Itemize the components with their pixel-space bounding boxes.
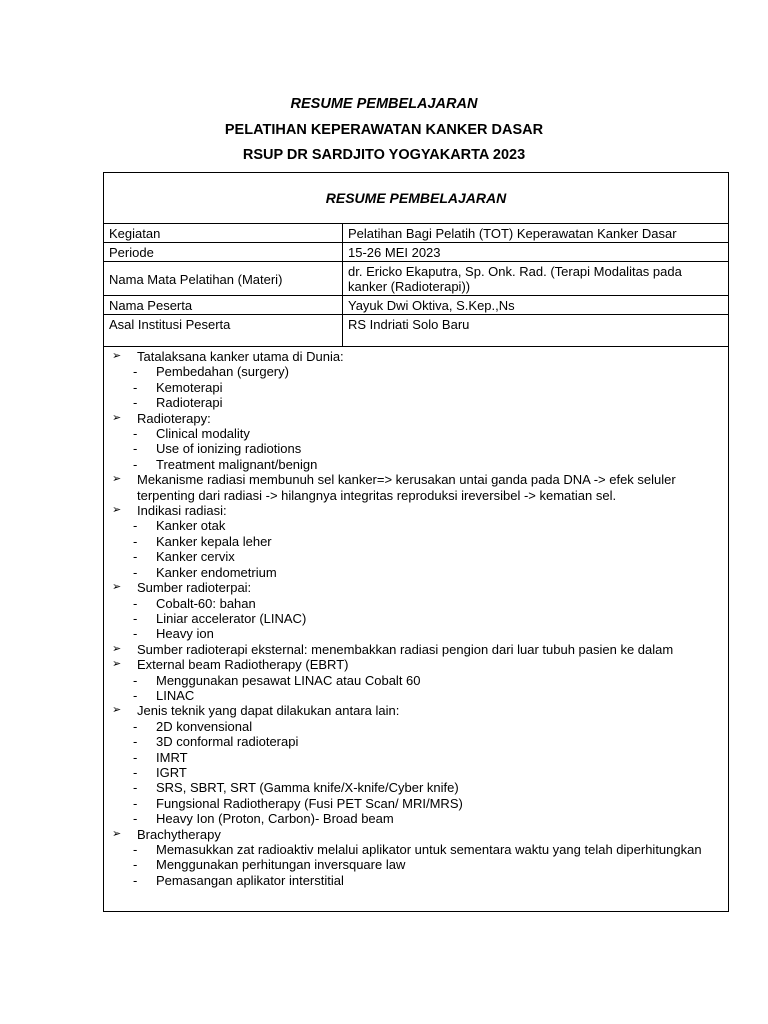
list-item xyxy=(104,611,728,626)
bullet-text: Jenis teknik yang dapat dilakukan antara lain: xyxy=(137,703,400,719)
list-item-text: 3D conformal radioterapi xyxy=(156,734,299,750)
table-row xyxy=(104,315,728,347)
bullet-text: Sumber radioterpai: xyxy=(137,580,252,596)
table-row xyxy=(104,243,728,262)
dash-bullet-icon: - xyxy=(133,456,138,472)
list-item-text: Kanker cervix xyxy=(156,549,235,565)
bullet-item xyxy=(104,642,728,657)
doc-subtitle: PELATIHAN KEPERAWATAN KANKER DASAR xyxy=(224,122,544,138)
dash-bullet-icon: - xyxy=(133,426,138,442)
dash-bullet-icon: - xyxy=(133,626,138,642)
list-item xyxy=(104,750,728,765)
list-item-text: Kanker kepala leher xyxy=(156,533,272,549)
list-item-text: Heavy Ion (Proton, Carbon)- Broad beam xyxy=(156,811,394,827)
meta-label: Nama Mata Pelatihan (Materi) xyxy=(104,262,343,296)
list-item xyxy=(104,395,728,410)
dash-bullet-icon: - xyxy=(133,395,138,411)
dash-bullet-icon: - xyxy=(133,811,138,827)
dash-bullet-icon: - xyxy=(133,857,138,873)
list-item-text: Pemasangan aplikator interstitial xyxy=(156,872,344,888)
list-item-text: Menggunakan perhitungan inversquare law xyxy=(156,857,406,873)
bullet-text: Radioterapy: xyxy=(137,410,211,426)
list-item xyxy=(104,380,728,395)
list-item xyxy=(104,626,728,641)
arrow-bullet-icon: ➢ xyxy=(112,642,122,655)
doc-title: RESUME PEMBELAJARAN xyxy=(290,96,478,112)
arrow-bullet-icon: ➢ xyxy=(112,411,122,424)
dash-bullet-icon: - xyxy=(133,595,138,611)
dash-bullet-icon: - xyxy=(133,734,138,750)
list-item xyxy=(104,457,728,472)
bullet-item xyxy=(104,827,728,842)
table-row xyxy=(104,296,728,315)
list-item-text: Use of ionizing radiotions xyxy=(156,441,302,457)
dash-bullet-icon: - xyxy=(133,364,138,380)
list-item xyxy=(104,518,728,533)
list-item xyxy=(104,364,728,379)
dash-bullet-icon: - xyxy=(133,549,138,565)
arrow-bullet-icon: ➢ xyxy=(112,827,122,840)
list-item xyxy=(104,857,728,872)
dash-bullet-icon: - xyxy=(133,518,138,534)
list-item-text: Kemoterapi xyxy=(156,379,223,395)
bullet-item xyxy=(104,472,728,503)
table-row xyxy=(104,262,728,296)
list-item xyxy=(104,596,728,611)
meta-label: Kegiatan xyxy=(104,224,343,243)
dash-bullet-icon: - xyxy=(133,564,138,580)
list-item xyxy=(104,549,728,564)
arrow-bullet-icon: ➢ xyxy=(112,704,122,717)
list-item-text: Kanker endometrium xyxy=(156,564,277,580)
list-item-text: Treatment malignant/benign xyxy=(156,456,318,472)
meta-label: Nama Peserta xyxy=(104,296,343,315)
list-item xyxy=(104,719,728,734)
dash-bullet-icon: - xyxy=(133,533,138,549)
list-item xyxy=(104,426,728,441)
list-item-text: Menggunakan pesawat LINAC atau Cobalt 60 xyxy=(156,672,421,688)
dash-bullet-icon: - xyxy=(133,872,138,888)
dash-bullet-icon: - xyxy=(133,718,138,734)
list-item-text: Cobalt-60: bahan xyxy=(156,595,256,611)
dash-bullet-icon: - xyxy=(133,749,138,765)
dash-bullet-icon: - xyxy=(133,764,138,780)
list-item xyxy=(104,811,728,826)
list-item-text: 2D konvensional xyxy=(156,718,253,734)
list-item xyxy=(104,534,728,549)
resume-content xyxy=(104,347,728,888)
meta-value: Yayuk Dwi Oktiva, S.Kep.,Ns xyxy=(343,296,729,315)
arrow-bullet-icon: ➢ xyxy=(112,658,122,671)
list-item-text: Radioterapi xyxy=(156,395,223,411)
arrow-bullet-icon: ➢ xyxy=(112,350,122,362)
dash-bullet-icon: - xyxy=(133,672,138,688)
list-item-text: LINAC xyxy=(156,687,195,703)
table-row xyxy=(104,224,728,243)
list-item xyxy=(104,780,728,795)
doc-institution: RSUP DR SARDJITO YOGYAKARTA 2023 xyxy=(242,147,526,163)
bullet-item xyxy=(104,580,728,595)
list-item-text: Liniar accelerator (LINAC) xyxy=(156,610,307,626)
arrow-bullet-icon: ➢ xyxy=(112,473,122,486)
box-title: RESUME PEMBELAJARAN xyxy=(104,173,728,224)
meta-table xyxy=(104,224,728,347)
bullet-text: Indikasi radiasi: xyxy=(137,503,227,519)
list-item-text: Fungsional Radiotherapy (Fusi PET Scan/ MRI/MRS) xyxy=(156,795,463,811)
list-item-text: IGRT xyxy=(156,764,187,780)
arrow-bullet-icon: ➢ xyxy=(112,581,122,594)
arrow-bullet-icon: ➢ xyxy=(112,504,122,517)
meta-label: Periode xyxy=(104,243,343,262)
bullet-text: Mekanisme radiasi membunuh sel kanker=> kerusakan untai ganda pada DNA -> efek seluler terpenting dari radiasi -> hilangnya integritas reproduksi ireversibel -> kematian sel. xyxy=(137,472,676,503)
list-item xyxy=(104,734,728,749)
bullet-text: Brachytherapy xyxy=(137,826,221,842)
dash-bullet-icon: - xyxy=(133,610,138,626)
meta-value: Pelatihan Bagi Pelatih (TOT) Keperawatan Kanker Dasar xyxy=(343,224,729,243)
bullet-text: Tatalaksana kanker utama di Dunia: xyxy=(137,349,344,364)
bullet-item xyxy=(104,411,728,426)
list-item-text: Memasukkan zat radioaktiv melalui aplikator untuk sementara waktu yang telah diperhitungkan xyxy=(156,842,702,857)
list-item xyxy=(104,688,728,703)
dash-bullet-icon: - xyxy=(133,842,138,857)
list-item xyxy=(104,765,728,780)
dash-bullet-icon: - xyxy=(133,379,138,395)
list-item-text: Heavy ion xyxy=(156,626,214,642)
bullet-item xyxy=(104,503,728,518)
bullet-item xyxy=(104,349,728,364)
dash-bullet-icon: - xyxy=(133,780,138,796)
list-item xyxy=(104,873,728,888)
dash-bullet-icon: - xyxy=(133,441,138,457)
resume-box xyxy=(103,172,729,912)
list-item xyxy=(104,565,728,580)
dash-bullet-icon: - xyxy=(133,795,138,811)
list-item-text: Pembedahan (surgery) xyxy=(156,364,289,380)
list-item-text: Clinical modality xyxy=(156,426,250,442)
meta-value: dr. Ericko Ekaputra, Sp. Onk. Rad. (Terapi Modalitas pada kanker (Radioterapi)) xyxy=(343,262,729,296)
bullet-text: Sumber radioterapi eksternal: menembakkan radiasi pengion dari luar tubuh pasien ke dalam xyxy=(137,641,674,657)
list-item-text: Kanker otak xyxy=(156,518,226,534)
meta-value: RS Indriati Solo Baru xyxy=(343,315,729,347)
bullet-item xyxy=(104,703,728,718)
list-item xyxy=(104,673,728,688)
list-item xyxy=(104,796,728,811)
dash-bullet-icon: - xyxy=(133,687,138,703)
list-item-text: SRS, SBRT, SRT (Gamma knife/X-knife/Cyber knife) xyxy=(156,780,459,796)
meta-value: 15-26 MEI 2023 xyxy=(343,243,729,262)
list-item-text: IMRT xyxy=(156,749,188,765)
list-item xyxy=(104,441,728,456)
bullet-item xyxy=(104,657,728,672)
meta-label: Asal Institusi Peserta xyxy=(104,315,343,347)
bullet-text: External beam Radiotherapy (EBRT) xyxy=(137,657,349,673)
list-item xyxy=(104,842,728,857)
